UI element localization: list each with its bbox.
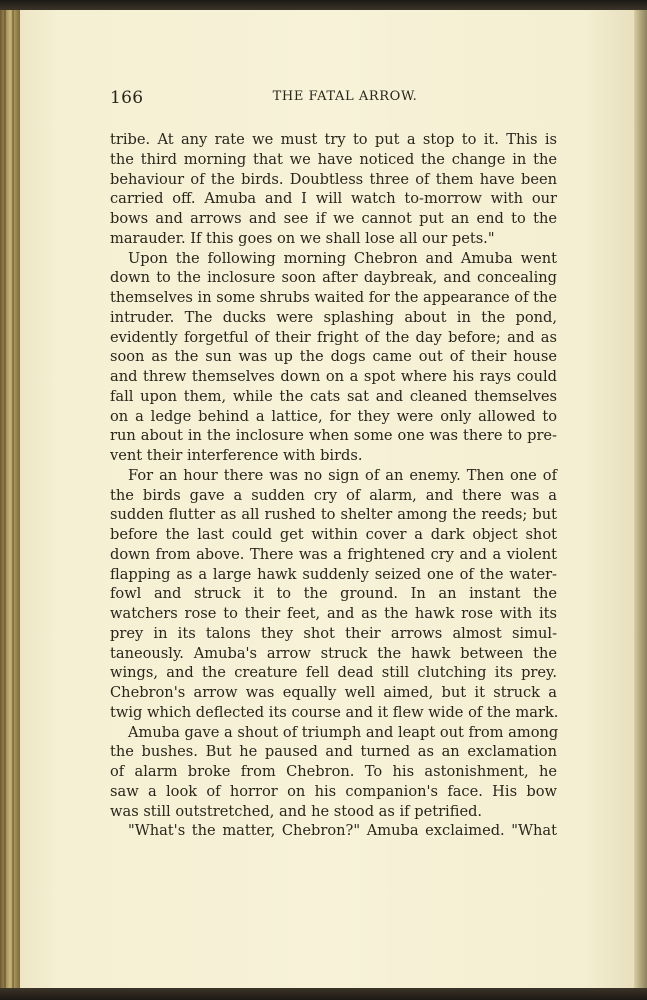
text-line: was still outstretched, and he stood as if petrified. — [110, 802, 483, 820]
text-line: fall upon them, while the cats sat and cleaned themselves — [110, 387, 557, 405]
text-line: intruder. The ducks were splashing about in the pond, — [110, 308, 557, 326]
text-line: taneously. Amuba's arrow struck the hawk between the — [110, 644, 557, 662]
text-line: soon as the sun was up the dogs came out of their house — [110, 348, 557, 366]
book-top-edge — [0, 0, 647, 10]
text-line: Amuba gave a shout of triumph and leapt out from among — [128, 723, 559, 741]
text-line: the bushes. But he paused and turned as an exclamation — [110, 743, 557, 761]
text-line: of alarm broke from Chebron. To his astonishment, he — [110, 763, 557, 780]
text-line: vent their interference with birds. — [110, 447, 363, 464]
page-header — [110, 88, 580, 112]
gutter-line — [4, 10, 6, 990]
book-bottom-edge — [0, 988, 647, 1000]
page-fore-edge — [634, 10, 647, 988]
running-head: THE FATAL ARROW. — [272, 89, 418, 104]
text-line: run about in the inclosure when some one was there to pre- — [110, 427, 557, 445]
text-line: carried off. Amuba and I will watch to-morrow with our — [110, 190, 557, 208]
gutter-line — [12, 10, 14, 990]
text-line: the third morning that we have noticed the change in the — [110, 150, 557, 168]
text-line: saw a look of horror on his companion's face. His bow — [110, 782, 557, 800]
text-line: themselves in some shrubs waited for the appearance of the — [110, 289, 558, 306]
text-line: down from above. There was a frightened cry and a violent — [110, 545, 557, 563]
text-line: tribe. At any rate we must try to put a stop to it. This is — [110, 131, 557, 148]
text-line: Chebron's arrow was equally well aimed, but it struck a — [110, 684, 557, 701]
text-line: twig which deflected its course and it flew wide of the mark. — [110, 703, 559, 721]
text-line: Upon the following morning Chebron and Amuba went — [128, 249, 557, 267]
text-line: before the last could get within cover a dark object shot — [110, 526, 557, 543]
text-line: on a ledge behind a lattice, for they were only allowed to — [110, 407, 557, 425]
text-line: fowl and struck it to the ground. In an instant the — [110, 585, 557, 603]
text-line: For an hour there was no sign of an enemy. Then one of — [128, 466, 557, 484]
text-line: marauder. If this goes on we shall lose all our pets." — [110, 229, 495, 247]
book-gutter — [0, 10, 20, 990]
body-text — [110, 130, 557, 841]
text-line: evidently forgetful of their fright of the day before; and as — [110, 328, 557, 346]
text-line: the birds gave a sudden cry of alarm, and there was a — [110, 486, 557, 504]
text-line: flapping as a large hawk suddenly seized one of the water- — [110, 565, 557, 583]
text-line: "What's the matter, Chebron?" Amuba exclaimed. "What — [128, 822, 557, 840]
text-line: bows and arrows and see if we cannot put an end to the — [110, 210, 557, 227]
text-line: and threw themselves down on a spot where his rays could — [110, 368, 557, 385]
text-line: watchers rose to their feet, and as the hawk rose with its — [110, 605, 557, 622]
text-line: behaviour of the birds. Doubtless three of them have been — [110, 170, 557, 188]
text-line: down to the inclosure soon after daybreak, and concealing — [110, 269, 557, 287]
page-number: 166 — [110, 88, 144, 108]
text-line: sudden flutter as all rushed to shelter among the reeds; but — [110, 506, 557, 524]
text-line: wings, and the creature fell dead still clutching its prey. — [110, 664, 557, 682]
text-line: prey in its talons they shot their arrows almost simul- — [110, 624, 557, 642]
